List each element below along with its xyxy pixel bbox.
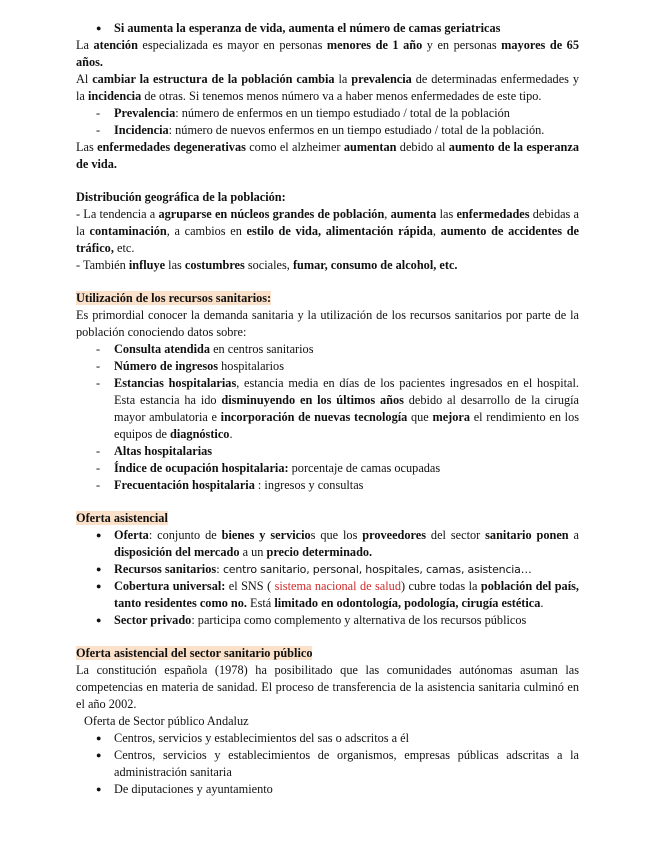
list-item: - Índice de ocupación hospitalaria: porcentaje de camas ocupadas	[76, 460, 579, 477]
heading-oferta-publica: Oferta asistencial del sector sanitario público	[76, 646, 313, 660]
list-item: - Consulta atendida en centros sanitarios	[76, 341, 579, 358]
list-item: - Altas hospitalarias	[76, 443, 579, 460]
list-item: ● Oferta: conjunto de bienes y servicios que los proveedores del sector sanitario ponen a disposición del mercado a un precio determinado.	[76, 527, 579, 561]
definition-prevalencia: - Prevalencia: número de enfermos en un tiempo estudiado / total de la población	[76, 105, 579, 122]
heading-recursos: Utilización de los recursos sanitarios:	[76, 291, 272, 305]
oferta-list	[76, 527, 579, 629]
list-item: ● Cobertura universal: el SNS ( sistema nacional de salud) cubre todas la población del país, tanto residentes como no. Está limitado en odontología, podología, cirugía estética.	[76, 578, 579, 612]
paragraph-constitucion: La constitución española (1978) ha posibilitado que las comunidades autónomas asuman las competencias en materia de sanidad. El proceso de transferencia de la asistencia sanitaria culminó en el año 2002.	[76, 663, 579, 711]
list-item: - Número de ingresos hospitalarios	[76, 358, 579, 375]
heading-distribucion: Distribución geográfica de la población:	[76, 190, 286, 204]
paragraph-estructura: Al cambiar la estructura de la población cambia la prevalencia de determinadas enfermedades y la incidencia de otras. Si tenemos menos número va a haber menos enfermedades de este tipo.	[76, 72, 579, 103]
list-item: ● De diputaciones y ayuntamiento	[76, 781, 579, 798]
recursos-list	[76, 341, 579, 494]
heading-oferta: Oferta asistencial	[76, 511, 168, 525]
list-item: ● Sector privado: participa como complemento y alternativa de los recursos públicos	[76, 612, 579, 629]
andaluz-list	[76, 730, 579, 798]
paragraph-costumbres: - También influye las costumbres sociales, fumar, consumo de alcohol, etc.	[76, 258, 458, 272]
paragraph-degenerativas: Las enfermedades degenerativas como el alzheimer aumentan debido al aumento de la esperanza de vida.	[76, 140, 579, 171]
list-item: ● Centros, servicios y establecimientos del sas o adscritos a él	[76, 730, 579, 747]
definitions-list	[76, 105, 579, 139]
list-item: ● Recursos sanitarios: centro sanitario, personal, hospitales, camas, asistencia…	[76, 561, 579, 578]
paragraph-atencion: La atención especializada es mayor en personas menores de 1 año y en personas mayores de 65 años.	[76, 38, 579, 69]
list-item: - Estancias hospitalarias, estancia media en días de los pacientes ingresados en el hospital. Esta estancia ha ido disminuyendo en los últimos años debido al desarrollo de la cirugía mayor ambulatoria e incorporación de nuevas tecnología que mejora el rendimiento en los equipos de diagnóstico.	[76, 375, 579, 443]
bullet-item: ● Si aumenta la esperanza de vida, aumenta el número de camas geriatricas	[76, 20, 579, 37]
list-item: - Frecuentación hospitalaria : ingresos y consultas	[76, 477, 579, 494]
list-item: ● Centros, servicios y establecimientos de organismos, empresas públicas adscritas a la administración sanitaria	[76, 747, 579, 781]
bullet-list-geriatric	[76, 20, 579, 37]
paragraph-recursos-intro: Es primordial conocer la demanda sanitaria y la utilización de los recursos sanitarios por parte de la población conociendo datos sobre:	[76, 308, 579, 339]
paragraph-tendencia: - La tendencia a agruparse en núcleos grandes de población, aumenta las enfermedades debidas a la contaminación, a cambios en estilo de vida, alimentación rápida, aumento de accidentes de tráfico, etc.	[76, 207, 580, 255]
definition-incidencia: - Incidencia: número de nuevos enfermos en un tiempo estudiado / total de la población.	[76, 122, 579, 139]
subheading-andaluz: Oferta de Sector público Andaluz	[84, 714, 249, 728]
